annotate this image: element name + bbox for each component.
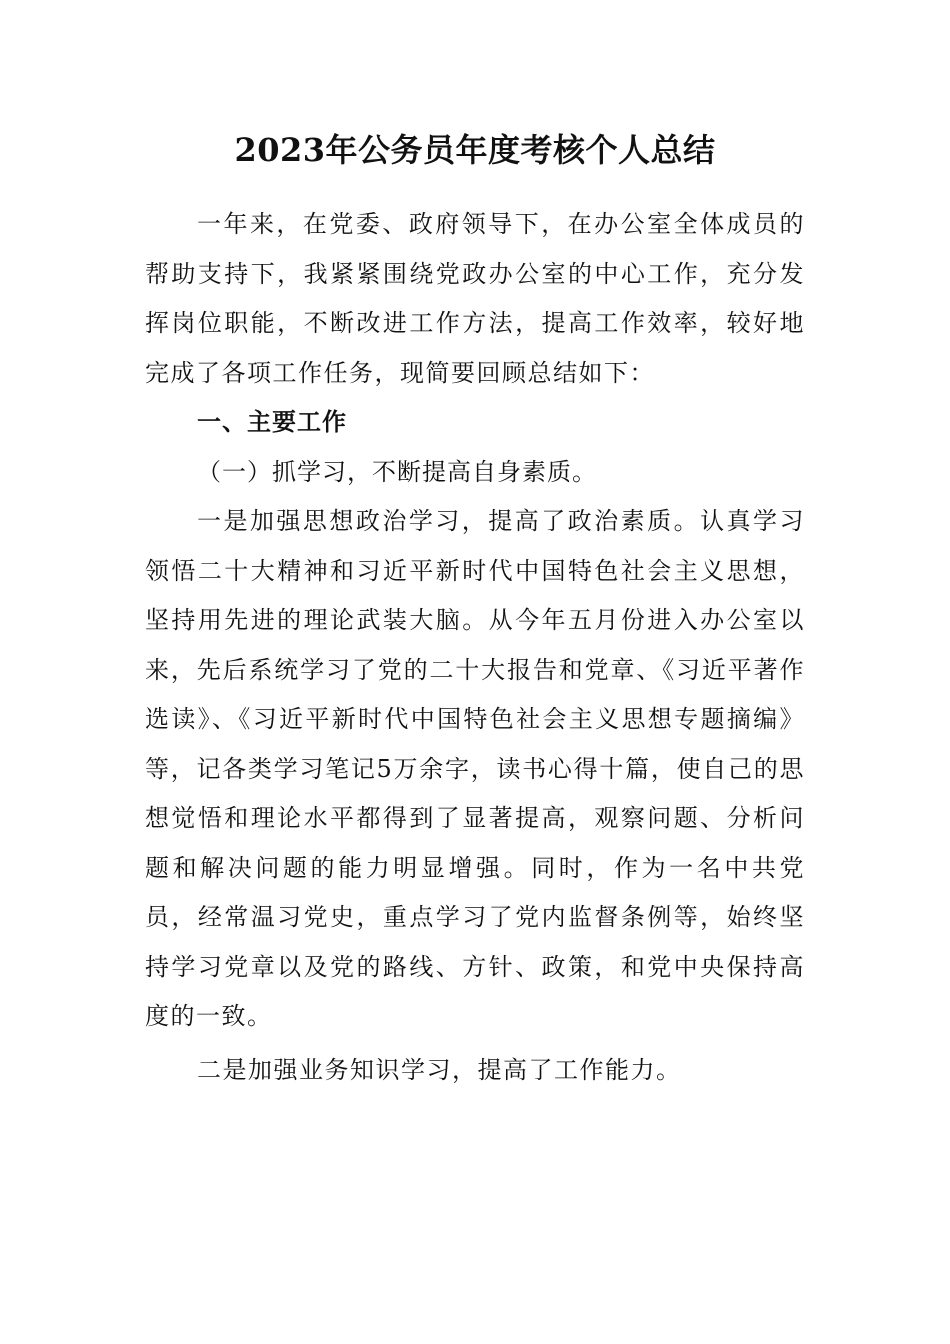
subsection-heading-study: （一）抓学习，不断提高自身素质。 <box>197 457 597 486</box>
intro-paragraph: 一年来，在党委、政府领导下，在办公室全体成员的帮助支持下，我紧紧围绕党政办公室的中心工作，充分发挥岗位职能，不断改进工作方法，提高工作效率，较好地完成了各项工作任务，现简要回顾总结如下： <box>145 210 805 387</box>
paragraph-political-study: 一是加强思想政治学习，提高了政治素质。认真学习领悟二十大精神和习近平新时代中国特色社会主义思想，坚持用先进的理论武装大脑。从今年五月份进入办公室以来，先后系统学习了党的二十大报告和党章、《习近平著作选读》、《习近平新时代中国特色社会主义思想专题摘编》等，记各类学习笔记5万余字，读书心得十篇，使自己的思想觉悟和理论水平都得到了显著提高，观察问题、分析问题和解决问题的能力明显增强。同时，作为一名中共党员，经常温习党史，重点学习了党内监督条例等，始终坚持学习党章以及党的路线、方针、政策，和党中央保持高度的一致。 <box>145 507 805 1030</box>
paragraph-business-study: 二是加强业务知识学习，提高了工作能力。 <box>197 1055 682 1084</box>
document-title: 2023年公务员年度考核个人总结 <box>234 131 716 169</box>
section-heading-main-work: 一、主要工作 <box>197 408 347 436</box>
document-body <box>145 200 805 1095</box>
